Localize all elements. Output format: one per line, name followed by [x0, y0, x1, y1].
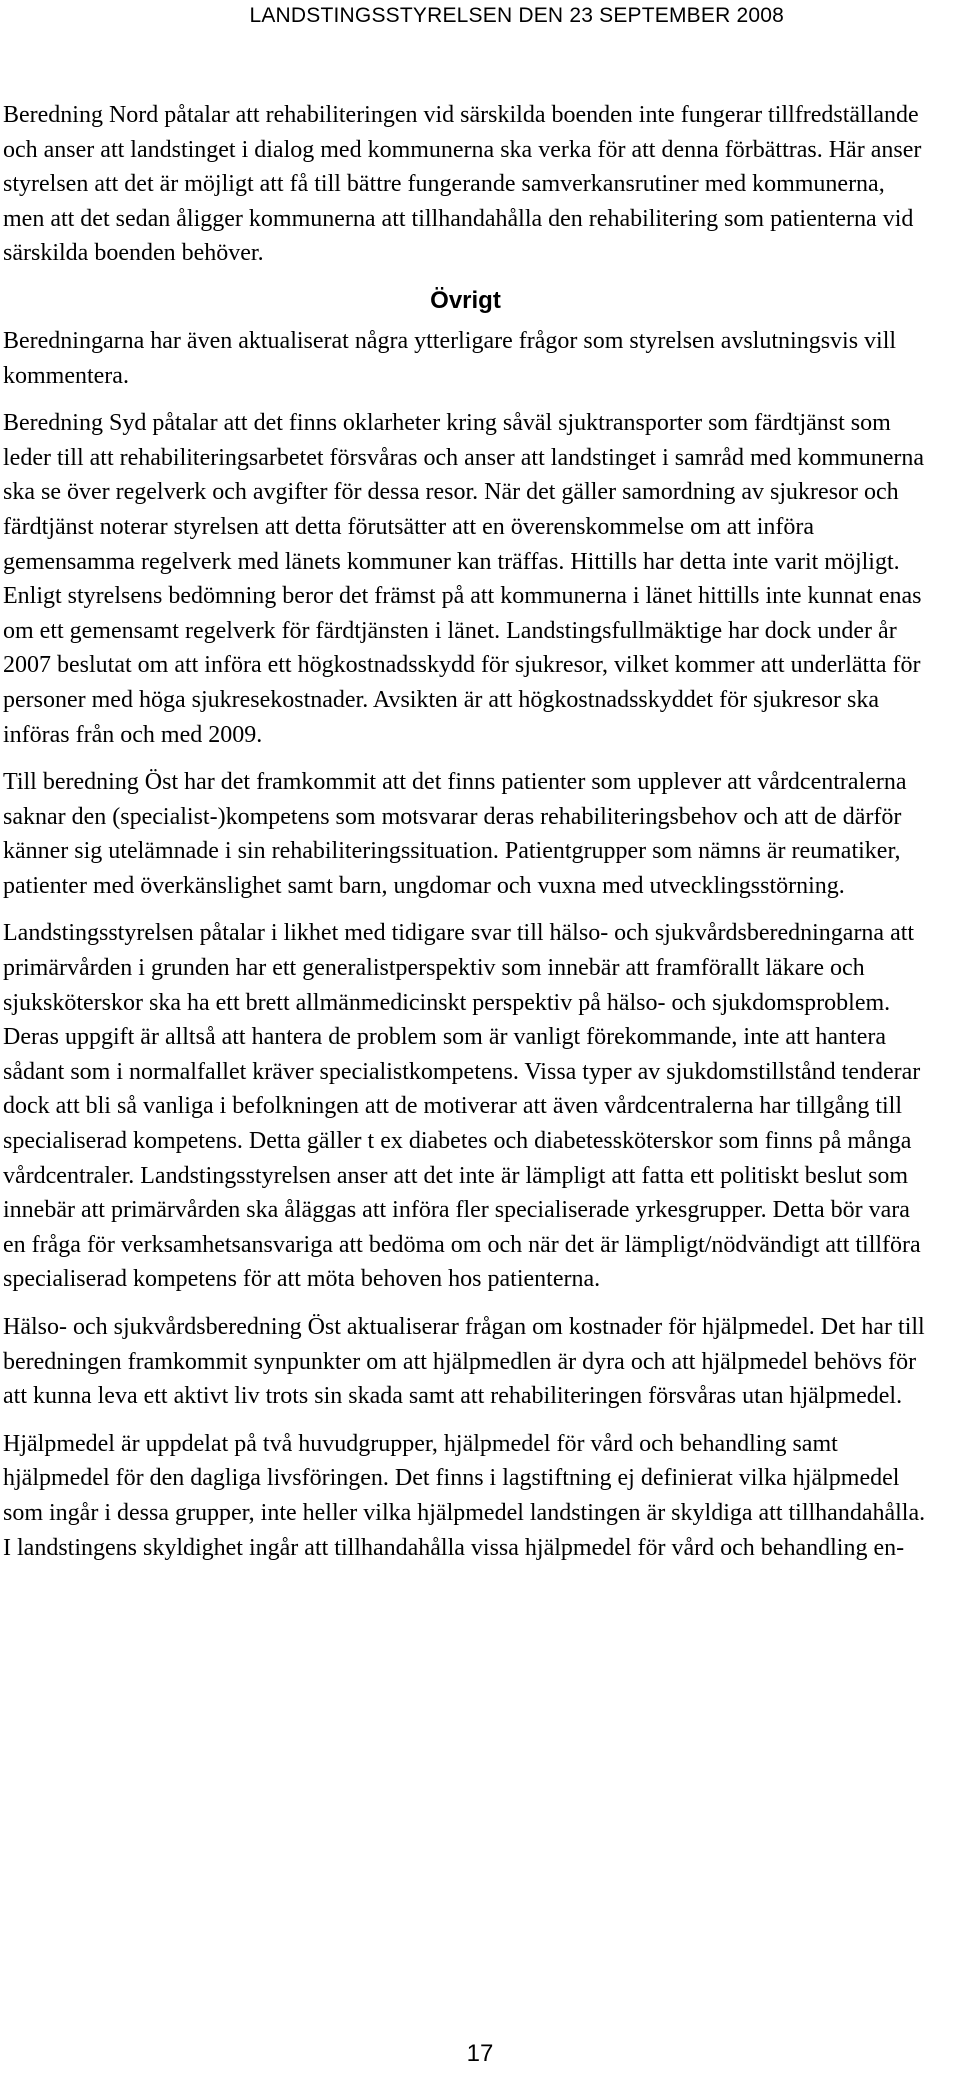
paragraph-syd-transport: Beredning Syd påtalar att det finns oklarheter kring såväl sjuktransporter som färdtjänst som leder till att rehabiliteringsarbetet försvåras och anser att landstinget i samråd med kommunerna ska se över regelverk och avgifter för dessa resor. När det gäller samordning av sjukresor och färdtjänst noterar styrelsen att detta förutsätter att en överenskommelse om att införa gemensamma regelverk med länets kommuner kan träffas. Hittills har detta inte varit möjligt. Enligt styrelsens bedömning beror det främst på att kommunerna i länet hittills inte kunnat enas om ett gemensamt regelverk för färdtjänsten i länet. Landstingsfullmäktige har dock under år 2007 beslutat om att införa ett högkostnadsskydd för sjukresor, vilket kommer att underlätta för personer med höga sjukresekostnader. Avsikten är att högkostnadsskyddet för sjukresor ska införas från och med 2009.: [3, 410, 925, 748]
paragraph-nord-rehabilitation: Beredning Nord påtalar att rehabiliteringen vid särskilda boenden inte fungerar tillfredställande och anser att landstinget i dialog med kommunerna ska verka för att denna förbättras. Här anser styrelsen att det är möjligt att få till bättre fungerande samverkansrutiner med kommunerna, men att det sedan åligger kommunerna att tillhandahålla den rehabilitering som patienterna vid särskilda boenden behöver.: [3, 102, 922, 267]
body-text: [3, 98, 928, 1578]
paragraph-additional-questions: Beredningarna har även aktualiserat några ytterligare frågor som styrelsen avslutningsvis vill kommentera.: [3, 327, 897, 389]
section-heading-ovrigt: Övrigt: [430, 286, 501, 314]
paragraph-aids-costs: Hälso- och sjukvårdsberedning Öst aktualiserar frågan om kostnader för hjälpmedel. Det har till beredningen framkommit synpunkter om att hjälpmedlen är dyra och att hjälpmedel behövs för att kunna leva ett aktivt liv trots sin skada samt att rehabiliteringen försvåras utan hjälpmedel.: [3, 1314, 925, 1410]
paragraph-aids-groups: Hjälpmedel är uppdelat på två huvudgrupper, hjälpmedel för vård och behandling samt hjälpmedel för den dagliga livsföringen. Det finns i lagstiftning ej definierat vilka hjälpmedel som ingår i dessa grupper, inte heller vilka hjälpmedel landstingen är skyldiga att tillhandahålla. I landstingens skyldighet ingår att tillhandahålla vissa hjälpmedel för vård och behandling en-: [3, 1430, 926, 1561]
running-header: LANDSTINGSSTYRELSEN DEN 23 SEPTEMBER 2008: [249, 4, 784, 27]
page-number: 17: [466, 2040, 494, 2067]
paragraph-primary-care: Landstingsstyrelsen påtalar i likhet med tidigare svar till hälso- och sjukvårdsberedningarna att primärvården i grunden har ett generalistperspektiv som innebär att framförallt läkare och sjuksköterskor ska ha ett brett allmänmedicinskt perspektiv på hälso- och sjukdomsproblem. Deras uppgift är alltså att hantera de problem som är vanligt förekommande, inte att hantera sådant som i normalfallet kräver specialistkompetens. Vissa typer av sjukdomstillstånd tenderar dock att bli så vanliga i befolkningen att de motiverar att även vårdcentralerna har tillgång till specialiserad kompetens. Detta gäller t ex diabetes och diabetessköterskor som finns på många vårdcentraler. Landstingsstyrelsen anser att det inte är lämpligt att fatta ett politiskt beslut som innebär att primärvården ska åläggas att införa fler specialiserade yrkesgrupper. Detta bör vara en fråga för verksamhetsansvariga att bedöma om och när det är lämpligt/nödvändigt att tillföra specialiserad kompetens för att möta behoven hos patienterna.: [3, 920, 921, 1293]
paragraph-ost-competence: Till beredning Öst har det framkommit att det finns patienter som upplever att vårdcentralerna saknar den (specialist-)kompetens som motsvarar deras rehabiliteringsbehov och att de därför känner sig utelämnade i sin rehabiliteringssituation. Patientgrupper som nämns är reumatiker, patienter med överkänslighet samt barn, ungdomar och vuxna med utvecklingsstörning.: [3, 769, 907, 899]
